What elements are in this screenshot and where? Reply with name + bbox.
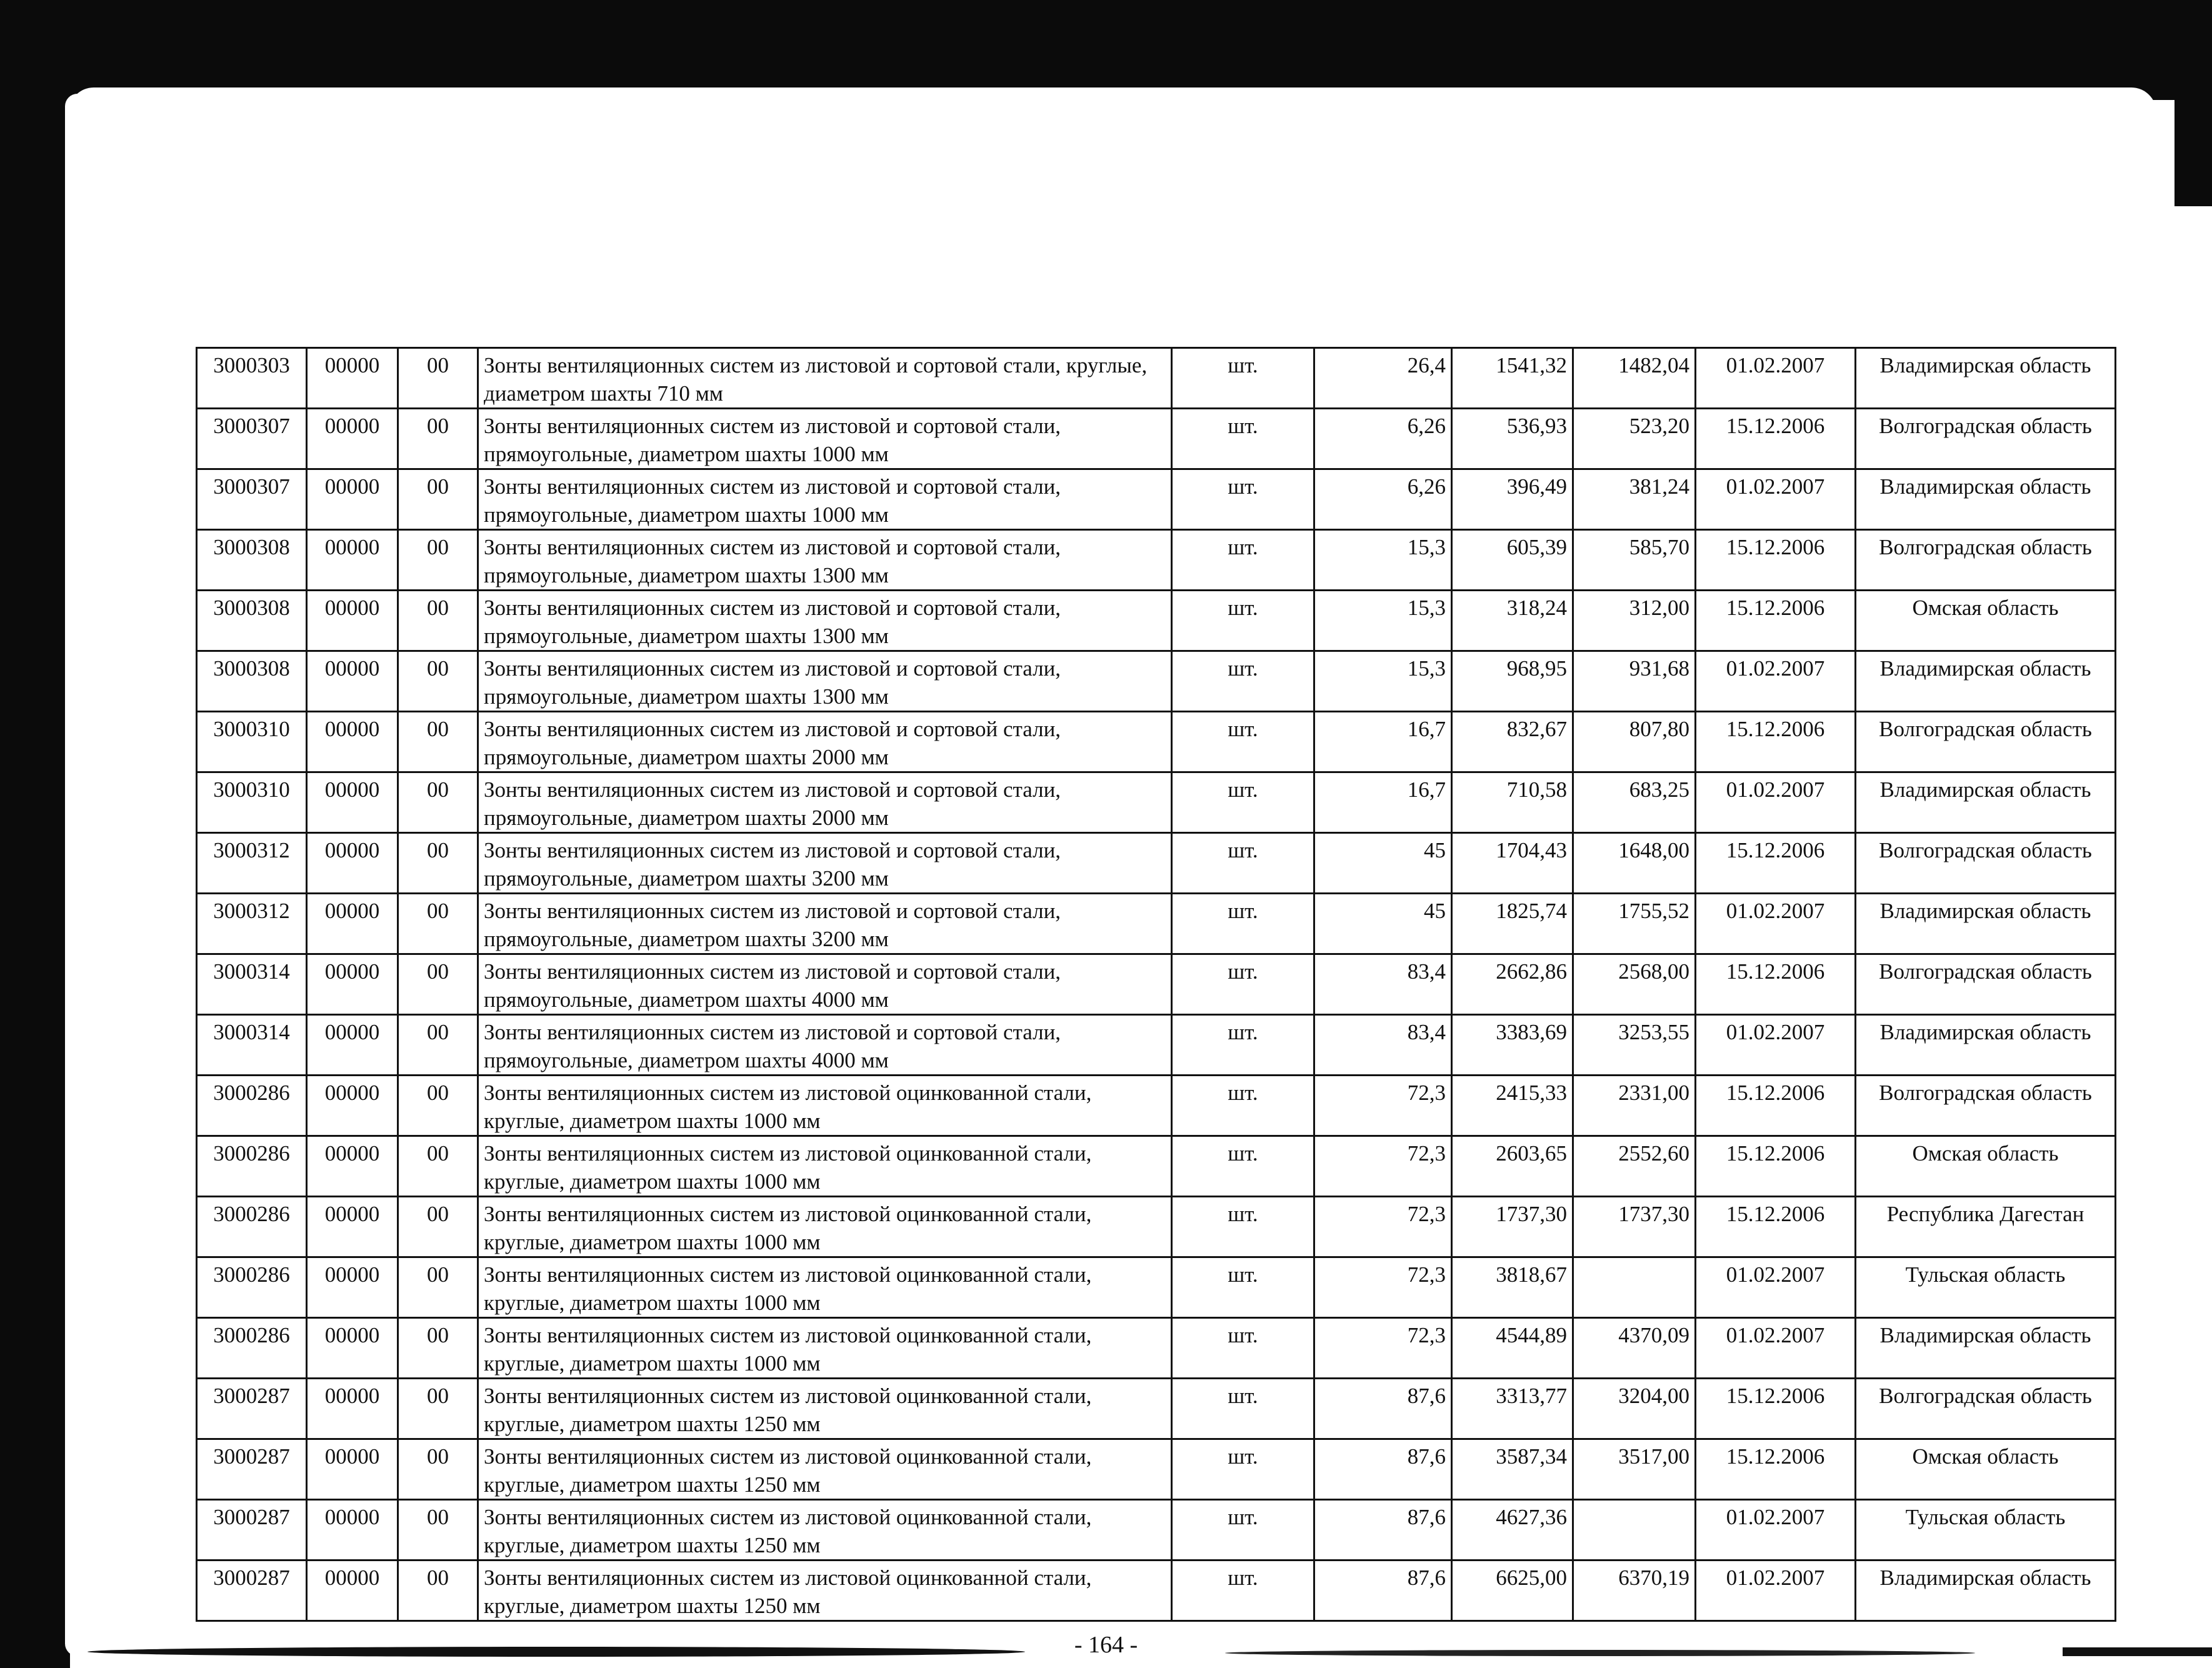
- cell-item-code: 3000287: [197, 1379, 307, 1439]
- cell-item-description: Зонты вентиляционных систем из листовой оцинкованной стали, круглые, диаметром шахты 1000 мм: [478, 1257, 1172, 1318]
- cell-weight: 87,6: [1314, 1561, 1452, 1621]
- cell-group-code: 00: [398, 651, 478, 712]
- cell-group-code: 00: [398, 591, 478, 651]
- cell-price-without-vat: 3517,00: [1573, 1439, 1696, 1500]
- cell-item-description: Зонты вентиляционных систем из листовой и сортовой стали, прямоугольные, диаметром шахты 4000 мм: [478, 1015, 1172, 1076]
- table-row: [197, 348, 2116, 409]
- cell-group-code: 00: [398, 1136, 478, 1197]
- cell-price-date: 15.12.2006: [1696, 1076, 1856, 1136]
- cell-sub-code: 00000: [307, 530, 398, 591]
- cell-unit: шт.: [1172, 409, 1314, 469]
- cell-unit: шт.: [1172, 591, 1314, 651]
- page-edge-top: [69, 87, 2156, 125]
- cell-price-with-vat: 605,39: [1452, 530, 1573, 591]
- table-body: [197, 348, 2116, 1621]
- cell-region: Тульская область: [1856, 1257, 2116, 1318]
- cell-price-with-vat: 3818,67: [1452, 1257, 1573, 1318]
- table-row: [197, 1318, 2116, 1379]
- cell-weight: 72,3: [1314, 1136, 1452, 1197]
- cell-price-date: 15.12.2006: [1696, 530, 1856, 591]
- cell-unit: шт.: [1172, 1197, 1314, 1257]
- cell-price-date: 15.12.2006: [1696, 409, 1856, 469]
- cell-weight: 72,3: [1314, 1076, 1452, 1136]
- cell-weight: 16,7: [1314, 772, 1452, 833]
- cell-sub-code: 00000: [307, 1318, 398, 1379]
- cell-item-description: Зонты вентиляционных систем из листовой оцинкованной стали, круглые, диаметром шахты 1000 мм: [478, 1197, 1172, 1257]
- cell-item-description: Зонты вентиляционных систем из листовой и сортовой стали, прямоугольные, диаметром шахты 1300 мм: [478, 651, 1172, 712]
- cell-weight: 15,3: [1314, 591, 1452, 651]
- cell-region: Волгоградская область: [1856, 409, 2116, 469]
- cell-item-code: 3000307: [197, 409, 307, 469]
- cell-item-code: 3000286: [197, 1197, 307, 1257]
- scan-border-top: [0, 0, 2212, 100]
- cell-weight: 72,3: [1314, 1318, 1452, 1379]
- cell-price-without-vat: 931,68: [1573, 651, 1696, 712]
- cell-weight: 83,4: [1314, 1015, 1452, 1076]
- cell-group-code: 00: [398, 1257, 478, 1318]
- cell-unit: шт.: [1172, 1379, 1314, 1439]
- cell-item-description: Зонты вентиляционных систем из листовой и сортовой стали, прямоугольные, диаметром шахты 3200 мм: [478, 894, 1172, 954]
- table-row: [197, 530, 2116, 591]
- cell-price-with-vat: 2603,65: [1452, 1136, 1573, 1197]
- cell-item-description: Зонты вентиляционных систем из листовой оцинкованной стали, круглые, диаметром шахты 1000 мм: [478, 1076, 1172, 1136]
- table-row: [197, 712, 2116, 772]
- cell-group-code: 00: [398, 1439, 478, 1500]
- cell-unit: шт.: [1172, 1439, 1314, 1500]
- cell-unit: шт.: [1172, 651, 1314, 712]
- cell-price-without-vat: 4370,09: [1573, 1318, 1696, 1379]
- cell-item-description: Зонты вентиляционных систем из листовой оцинкованной стали, круглые, диаметром шахты 1000 мм: [478, 1136, 1172, 1197]
- cell-item-description: Зонты вентиляционных систем из листовой и сортовой стали, прямоугольные, диаметром шахты 3200 мм: [478, 833, 1172, 894]
- cell-price-without-vat: 3204,00: [1573, 1379, 1696, 1439]
- cell-unit: шт.: [1172, 954, 1314, 1015]
- table-row: [197, 651, 2116, 712]
- cell-item-code: 3000287: [197, 1500, 307, 1561]
- cell-price-without-vat: 2552,60: [1573, 1136, 1696, 1197]
- cell-price-without-vat: 807,80: [1573, 712, 1696, 772]
- cell-sub-code: 00000: [307, 1257, 398, 1318]
- cell-region: Владимирская область: [1856, 772, 2116, 833]
- cell-region: Волгоградская область: [1856, 954, 2116, 1015]
- cell-region: Владимирская область: [1856, 469, 2116, 530]
- cell-unit: шт.: [1172, 1500, 1314, 1561]
- cell-item-code: 3000286: [197, 1257, 307, 1318]
- cell-price-with-vat: 2662,86: [1452, 954, 1573, 1015]
- cell-price-with-vat: 6625,00: [1452, 1561, 1573, 1621]
- cell-unit: шт.: [1172, 1257, 1314, 1318]
- cell-unit: шт.: [1172, 348, 1314, 409]
- cell-unit: шт.: [1172, 712, 1314, 772]
- cell-item-description: Зонты вентиляционных систем из листовой оцинкованной стали, круглые, диаметром шахты 1250 мм: [478, 1439, 1172, 1500]
- table-row: [197, 1136, 2116, 1197]
- cell-price-without-vat: 1648,00: [1573, 833, 1696, 894]
- cell-price-date: 01.02.2007: [1696, 772, 1856, 833]
- cell-unit: шт.: [1172, 469, 1314, 530]
- cell-price-date: 01.02.2007: [1696, 1318, 1856, 1379]
- cell-price-date: 15.12.2006: [1696, 591, 1856, 651]
- cell-price-date: 01.02.2007: [1696, 1015, 1856, 1076]
- cell-unit: шт.: [1172, 772, 1314, 833]
- cell-region: Республика Дагестан: [1856, 1197, 2116, 1257]
- cell-price-with-vat: 710,58: [1452, 772, 1573, 833]
- cell-item-description: Зонты вентиляционных систем из листовой и сортовой стали, прямоугольные, диаметром шахты 1300 мм: [478, 591, 1172, 651]
- cell-sub-code: 00000: [307, 1136, 398, 1197]
- cell-sub-code: 00000: [307, 1439, 398, 1500]
- cell-region: Омская область: [1856, 591, 2116, 651]
- cell-price-with-vat: 1825,74: [1452, 894, 1573, 954]
- cell-item-code: 3000287: [197, 1561, 307, 1621]
- cell-price-date: 01.02.2007: [1696, 469, 1856, 530]
- cell-item-code: 3000310: [197, 712, 307, 772]
- cell-price-date: 15.12.2006: [1696, 954, 1856, 1015]
- table-row: [197, 591, 2116, 651]
- table-row: [197, 833, 2116, 894]
- cell-region: Владимирская область: [1856, 1318, 2116, 1379]
- cell-unit: шт.: [1172, 1076, 1314, 1136]
- cell-item-code: 3000308: [197, 651, 307, 712]
- table-row: [197, 1379, 2116, 1439]
- cell-price-without-vat: 312,00: [1573, 591, 1696, 651]
- table-row: [197, 1561, 2116, 1621]
- cell-item-code: 3000314: [197, 1015, 307, 1076]
- cell-item-description: Зонты вентиляционных систем из листовой и сортовой стали, прямоугольные, диаметром шахты 2000 мм: [478, 712, 1172, 772]
- cell-group-code: 00: [398, 1015, 478, 1076]
- cell-group-code: 00: [398, 954, 478, 1015]
- cell-sub-code: 00000: [307, 1076, 398, 1136]
- cell-item-description: Зонты вентиляционных систем из листовой оцинкованной стали, круглые, диаметром шахты 1250 мм: [478, 1561, 1172, 1621]
- cell-item-code: 3000286: [197, 1076, 307, 1136]
- cell-group-code: 00: [398, 1500, 478, 1561]
- cell-group-code: 00: [398, 469, 478, 530]
- scan-border-left: [0, 0, 70, 1668]
- table-row: [197, 1015, 2116, 1076]
- cell-item-code: 3000303: [197, 348, 307, 409]
- cell-item-description: Зонты вентиляционных систем из листовой и сортовой стали, прямоугольные, диаметром шахты 4000 мм: [478, 954, 1172, 1015]
- cell-unit: шт.: [1172, 833, 1314, 894]
- cell-item-description: Зонты вентиляционных систем из листовой и сортовой стали, круглые, диаметром шахты 710 мм: [478, 348, 1172, 409]
- cell-item-code: 3000312: [197, 894, 307, 954]
- cell-price-with-vat: 3587,34: [1452, 1439, 1573, 1500]
- table-row: [197, 1257, 2116, 1318]
- cell-weight: 15,3: [1314, 651, 1452, 712]
- cell-price-with-vat: 1737,30: [1452, 1197, 1573, 1257]
- table-row: [197, 469, 2116, 530]
- cell-sub-code: 00000: [307, 591, 398, 651]
- cell-item-code: 3000307: [197, 469, 307, 530]
- cell-weight: 6,26: [1314, 469, 1452, 530]
- cell-weight: 45: [1314, 894, 1452, 954]
- cell-price-date: 15.12.2006: [1696, 1439, 1856, 1500]
- cell-price-with-vat: 2415,33: [1452, 1076, 1573, 1136]
- price-table: [196, 347, 2116, 1622]
- page-number: - 164 -: [1074, 1632, 1138, 1658]
- cell-item-code: 3000286: [197, 1136, 307, 1197]
- scan-border-right: [2174, 0, 2212, 206]
- cell-price-date: 15.12.2006: [1696, 1136, 1856, 1197]
- cell-unit: шт.: [1172, 1015, 1314, 1076]
- cell-region: Волгоградская область: [1856, 530, 2116, 591]
- cell-item-code: 3000308: [197, 530, 307, 591]
- table-row: [197, 1439, 2116, 1500]
- cell-unit: шт.: [1172, 530, 1314, 591]
- cell-price-date: 01.02.2007: [1696, 651, 1856, 712]
- cell-price-without-vat: 6370,19: [1573, 1561, 1696, 1621]
- cell-price-date: 01.02.2007: [1696, 1500, 1856, 1561]
- cell-weight: 87,6: [1314, 1379, 1452, 1439]
- table-row: [197, 1197, 2116, 1257]
- cell-price-without-vat: 3253,55: [1573, 1015, 1696, 1076]
- cell-price-without-vat: [1573, 1257, 1696, 1318]
- cell-price-without-vat: 2331,00: [1573, 1076, 1696, 1136]
- cell-sub-code: 00000: [307, 954, 398, 1015]
- cell-sub-code: 00000: [307, 348, 398, 409]
- cell-price-without-vat: 381,24: [1573, 469, 1696, 530]
- cell-price-without-vat: 585,70: [1573, 530, 1696, 591]
- cell-price-without-vat: 1755,52: [1573, 894, 1696, 954]
- cell-group-code: 00: [398, 348, 478, 409]
- cell-item-code: 3000308: [197, 591, 307, 651]
- table-row: [197, 894, 2116, 954]
- cell-item-description: Зонты вентиляционных систем из листовой и сортовой стали, прямоугольные, диаметром шахты 1300 мм: [478, 530, 1172, 591]
- cell-price-date: 01.02.2007: [1696, 1561, 1856, 1621]
- cell-price-date: 01.02.2007: [1696, 348, 1856, 409]
- page-edge-left: [65, 94, 78, 1656]
- cell-group-code: 00: [398, 894, 478, 954]
- cell-price-date: 01.02.2007: [1696, 894, 1856, 954]
- cell-sub-code: 00000: [307, 1500, 398, 1561]
- cell-weight: 87,6: [1314, 1439, 1452, 1500]
- cell-sub-code: 00000: [307, 1379, 398, 1439]
- table-row: [197, 409, 2116, 469]
- cell-sub-code: 00000: [307, 894, 398, 954]
- cell-unit: шт.: [1172, 1318, 1314, 1379]
- cell-price-without-vat: 683,25: [1573, 772, 1696, 833]
- cell-region: Владимирская область: [1856, 1015, 2116, 1076]
- cell-price-with-vat: 536,93: [1452, 409, 1573, 469]
- cell-price-with-vat: 318,24: [1452, 591, 1573, 651]
- cell-price-without-vat: 523,20: [1573, 409, 1696, 469]
- cell-price-date: 15.12.2006: [1696, 712, 1856, 772]
- cell-region: Волгоградская область: [1856, 712, 2116, 772]
- table-row: [197, 772, 2116, 833]
- cell-group-code: 00: [398, 409, 478, 469]
- cell-price-with-vat: 3383,69: [1452, 1015, 1573, 1076]
- cell-weight: 45: [1314, 833, 1452, 894]
- cell-weight: 87,6: [1314, 1500, 1452, 1561]
- table-row: [197, 954, 2116, 1015]
- cell-weight: 15,3: [1314, 530, 1452, 591]
- cell-group-code: 00: [398, 772, 478, 833]
- cell-price-with-vat: 4627,36: [1452, 1500, 1573, 1561]
- cell-weight: 72,3: [1314, 1257, 1452, 1318]
- cell-sub-code: 00000: [307, 833, 398, 894]
- cell-item-description: Зонты вентиляционных систем из листовой оцинкованной стали, круглые, диаметром шахты 1000 мм: [478, 1318, 1172, 1379]
- table-row: [197, 1076, 2116, 1136]
- cell-weight: 16,7: [1314, 712, 1452, 772]
- cell-region: Омская область: [1856, 1439, 2116, 1500]
- cell-price-date: 15.12.2006: [1696, 1197, 1856, 1257]
- cell-region: Волгоградская область: [1856, 833, 2116, 894]
- cell-unit: шт.: [1172, 1561, 1314, 1621]
- cell-region: Волгоградская область: [1856, 1076, 2116, 1136]
- cell-price-with-vat: 1541,32: [1452, 348, 1573, 409]
- table-row: [197, 1500, 2116, 1561]
- cell-price-date: 15.12.2006: [1696, 1379, 1856, 1439]
- cell-group-code: 00: [398, 530, 478, 591]
- cell-region: Волгоградская область: [1856, 1379, 2116, 1439]
- cell-item-code: 3000286: [197, 1318, 307, 1379]
- cell-unit: шт.: [1172, 894, 1314, 954]
- cell-weight: 72,3: [1314, 1197, 1452, 1257]
- cell-sub-code: 00000: [307, 1015, 398, 1076]
- cell-sub-code: 00000: [307, 772, 398, 833]
- cell-price-date: 15.12.2006: [1696, 833, 1856, 894]
- cell-sub-code: 00000: [307, 1561, 398, 1621]
- cell-item-description: Зонты вентиляционных систем из листовой оцинкованной стали, круглые, диаметром шахты 1250 мм: [478, 1500, 1172, 1561]
- cell-item-description: Зонты вентиляционных систем из листовой оцинкованной стали, круглые, диаметром шахты 1250 мм: [478, 1379, 1172, 1439]
- cell-item-code: 3000310: [197, 772, 307, 833]
- cell-price-with-vat: 396,49: [1452, 469, 1573, 530]
- cell-item-code: 3000312: [197, 833, 307, 894]
- cell-group-code: 00: [398, 833, 478, 894]
- cell-item-description: Зонты вентиляционных систем из листовой и сортовой стали, прямоугольные, диаметром шахты 1000 мм: [478, 469, 1172, 530]
- cell-group-code: 00: [398, 1561, 478, 1621]
- cell-price-without-vat: [1573, 1500, 1696, 1561]
- cell-unit: шт.: [1172, 1136, 1314, 1197]
- cell-price-with-vat: 3313,77: [1452, 1379, 1573, 1439]
- cell-price-date: 01.02.2007: [1696, 1257, 1856, 1318]
- cell-price-with-vat: 4544,89: [1452, 1318, 1573, 1379]
- cell-item-description: Зонты вентиляционных систем из листовой и сортовой стали, прямоугольные, диаметром шахты 2000 мм: [478, 772, 1172, 833]
- cell-sub-code: 00000: [307, 469, 398, 530]
- cell-item-description: Зонты вентиляционных систем из листовой и сортовой стали, прямоугольные, диаметром шахты 1000 мм: [478, 409, 1172, 469]
- cell-price-with-vat: 1704,43: [1452, 833, 1573, 894]
- cell-group-code: 00: [398, 712, 478, 772]
- cell-region: Владимирская область: [1856, 348, 2116, 409]
- cell-group-code: 00: [398, 1197, 478, 1257]
- cell-weight: 83,4: [1314, 954, 1452, 1015]
- cell-region: Владимирская область: [1856, 651, 2116, 712]
- cell-region: Владимирская область: [1856, 894, 2116, 954]
- cell-region: Омская область: [1856, 1136, 2116, 1197]
- cell-sub-code: 00000: [307, 409, 398, 469]
- cell-price-without-vat: 1737,30: [1573, 1197, 1696, 1257]
- cell-sub-code: 00000: [307, 1197, 398, 1257]
- cell-price-without-vat: 2568,00: [1573, 954, 1696, 1015]
- cell-group-code: 00: [398, 1379, 478, 1439]
- cell-region: Владимирская область: [1856, 1561, 2116, 1621]
- cell-sub-code: 00000: [307, 712, 398, 772]
- cell-group-code: 00: [398, 1318, 478, 1379]
- cell-group-code: 00: [398, 1076, 478, 1136]
- cell-weight: 6,26: [1314, 409, 1452, 469]
- cell-item-code: 3000287: [197, 1439, 307, 1500]
- cell-price-with-vat: 832,67: [1452, 712, 1573, 772]
- cell-region: Тульская область: [1856, 1500, 2116, 1561]
- cell-item-code: 3000314: [197, 954, 307, 1015]
- cell-price-without-vat: 1482,04: [1573, 348, 1696, 409]
- cell-weight: 26,4: [1314, 348, 1452, 409]
- cell-price-with-vat: 968,95: [1452, 651, 1573, 712]
- cell-sub-code: 00000: [307, 651, 398, 712]
